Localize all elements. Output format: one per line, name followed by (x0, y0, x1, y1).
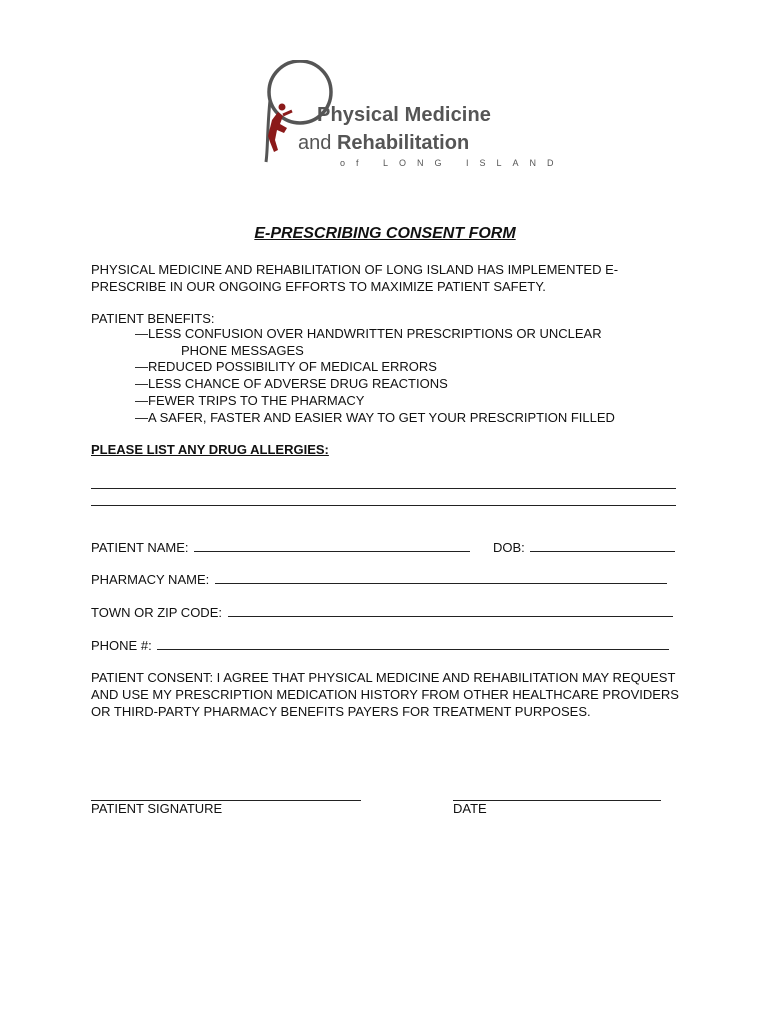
benefit-item: —A SAFER, FASTER AND EASIER WAY TO GET YOUR PRESCRIPTION FILLED (135, 409, 615, 425)
patient-name-input[interactable] (194, 540, 470, 552)
logo-rehabilitation: Rehabilitation (336, 132, 470, 154)
dob-input[interactable] (530, 540, 675, 552)
intro-paragraph: PHYSICAL MEDICINE AND REHABILITATION OF LONG ISLAND HAS IMPLEMENTED E-PRESCRIBE IN OUR ONGOING EFFORTS TO MAXIMIZE PATIENT SAFETY. (91, 262, 619, 294)
signature-label: PATIENT SIGNATURE (91, 801, 223, 816)
consent-paragraph: PATIENT CONSENT: I AGREE THAT PHYSICAL MEDICINE AND REHABILITATION MAY REQUEST AND USE MY PRESCRIPTION MEDICATION HISTORY FROM OTHER HEALTHCARE PROVIDERS OR THIRD-PARTY PHARMACY BENEFITS PAYERS FOR TREATMENT PURPOSES. (91, 670, 679, 719)
practice-logo (258, 60, 565, 172)
allergies-line-2[interactable] (91, 505, 676, 506)
benefit-item: —REDUCED POSSIBILITY OF MEDICAL ERRORS (135, 359, 437, 375)
logo-title-line2 (298, 132, 469, 155)
allergies-label: PLEASE LIST ANY DRUG ALLERGIES: (91, 442, 329, 457)
allergies-line-1[interactable] (91, 488, 676, 489)
benefits-list (135, 326, 695, 426)
logo-and: and (298, 132, 332, 154)
patient-name-field (91, 540, 470, 555)
town-zip-label: TOWN OR ZIP CODE: (91, 605, 222, 620)
logo-subtitle: of LONG ISLAND (340, 158, 565, 168)
pharmacy-input[interactable] (215, 572, 667, 584)
town-zip-input[interactable] (228, 605, 673, 617)
benefit-item (135, 326, 695, 359)
logo-title-line1: Physical Medicine (317, 104, 491, 126)
benefit-text: —LESS CONFUSION OVER HANDWRITTEN PRESCRIPTIONS OR UNCLEAR (135, 326, 602, 341)
benefit-text-continued: PHONE MESSAGES (181, 342, 304, 358)
pharmacy-label: PHARMACY NAME: (91, 572, 210, 587)
phone-label: PHONE #: (91, 638, 152, 653)
phone-input[interactable] (157, 638, 669, 650)
form-title: E-PRESCRIBING CONSENT FORM (254, 225, 516, 242)
phone-field (91, 638, 669, 653)
town-zip-field (91, 605, 673, 620)
dob-label: DOB: (493, 540, 525, 555)
date-label: DATE (453, 801, 487, 816)
dob-field (493, 540, 675, 555)
benefit-item: —LESS CHANCE OF ADVERSE DRUG REACTIONS (135, 376, 448, 392)
benefits-heading: PATIENT BENEFITS: (91, 311, 215, 326)
benefit-item: —FEWER TRIPS TO THE PHARMACY (135, 392, 365, 408)
pharmacy-field (91, 572, 667, 587)
patient-name-label: PATIENT NAME: (91, 540, 189, 555)
